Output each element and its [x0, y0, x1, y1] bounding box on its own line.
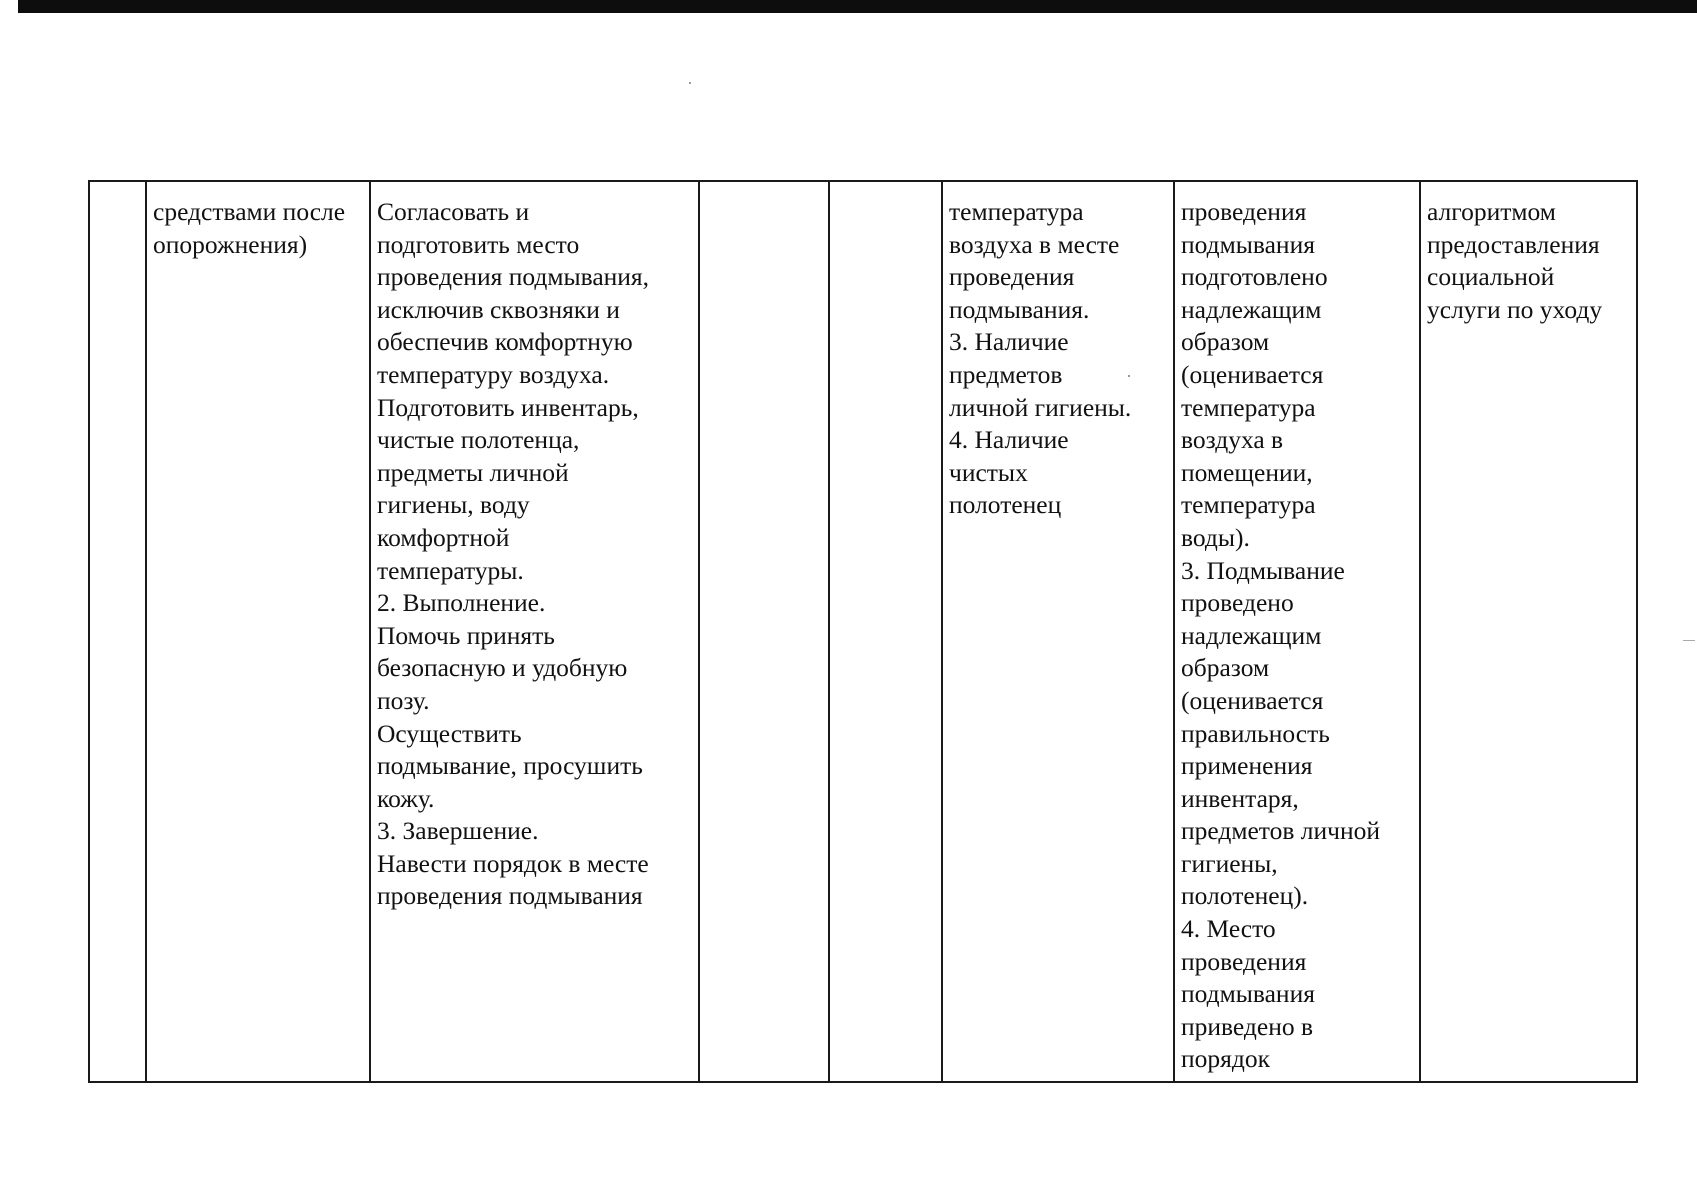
table-cell-quality-assessment: проведения подмывания подготовлено надлежащим образом (оценивается температура воздуха в помещении, температура воды). 3. Подмывание проведено надлежащим образом (оценивается правильность применения инвентаря, предметов личной гигиены, полотенец). 4. Место проведения подмывания приведено в порядок [1174, 181, 1420, 1082]
scan-top-border [18, 0, 1697, 13]
table-row [89, 181, 1637, 1082]
table-cell-conditions: алгоритмом предоставления социальной услуги по уходу [1420, 181, 1637, 1082]
table-cell-service-name: средствами после опорожнения) [146, 181, 370, 1082]
table-cell-indicators: температура воздуха в месте проведения подмывания. 3. Наличие предметов личной гигиены. 4. Наличие чистых полотенец [942, 181, 1174, 1082]
table-cell-number [89, 181, 146, 1082]
table-cell-procedure-description: Согласовать и подготовить место проведения подмывания, исключив сквозняки и обеспечив комфортную температуру воздуха. Подготовить инвентарь, чистые полотенца, предметы личной гигиены, воду комфортной температуры. 2. Выполнение. Помочь принять безопасную и удобную позу. Осуществить подмывание, просушить кожу. 3. Завершение. Навести порядок в месте проведения подмывания [370, 181, 699, 1082]
table-cell-unit [829, 181, 942, 1082]
scan-edge-mark [1683, 640, 1695, 641]
service-standard-table [88, 180, 1638, 1083]
table-cell-timing [699, 181, 829, 1082]
scan-speck [689, 82, 691, 84]
